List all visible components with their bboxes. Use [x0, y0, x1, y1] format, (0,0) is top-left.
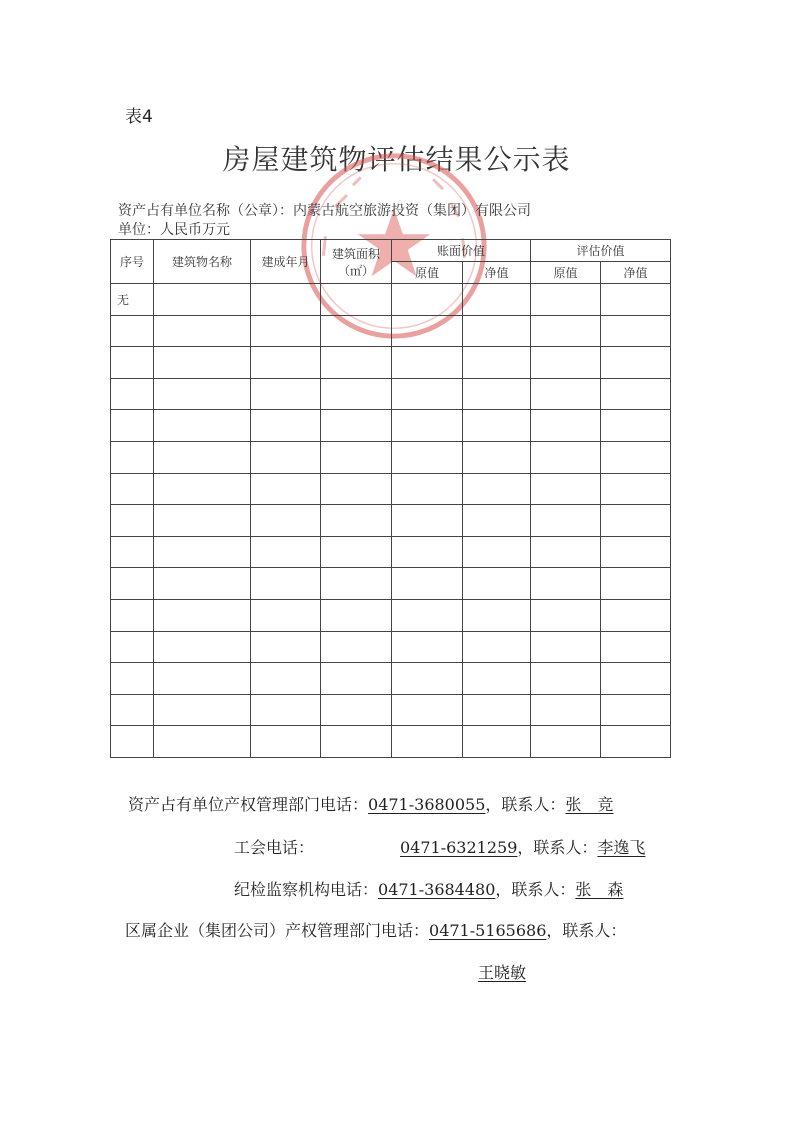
col-book-original: 原值: [392, 262, 463, 284]
owner-label: 资产占有单位名称（公章）：: [118, 203, 293, 219]
col-seq: 序号: [111, 240, 154, 284]
table-cell: [154, 284, 251, 316]
table-cell: [531, 315, 601, 347]
table-cell: [531, 378, 601, 410]
table-cell: [111, 378, 154, 410]
table-cell: [251, 599, 321, 631]
table-cell: [111, 505, 154, 537]
contact-label: 工会电话：: [234, 838, 315, 857]
contact-label: 纪检监察机构电话：: [234, 880, 379, 899]
table-cell: [601, 663, 671, 695]
table-cell: [111, 631, 154, 663]
contact-phone: 0471-3684480: [378, 880, 496, 899]
table-row: [111, 473, 671, 505]
col-assessed-value: 评估价值: [531, 240, 671, 262]
table-cell: [154, 315, 251, 347]
table-cell: 无: [111, 284, 154, 316]
table-cell: [463, 315, 531, 347]
table-cell: [531, 347, 601, 379]
table-cell: [463, 694, 531, 726]
table-cell: [111, 473, 154, 505]
table-cell: [154, 473, 251, 505]
table-cell: [154, 347, 251, 379]
table-cell: [154, 378, 251, 410]
table-cell: [601, 536, 671, 568]
table-row: [111, 631, 671, 663]
table-cell: [392, 505, 463, 537]
table-cell: [154, 694, 251, 726]
table-cell: [111, 347, 154, 379]
table-cell: [251, 378, 321, 410]
table-cell: [321, 284, 392, 316]
table-cell: [251, 663, 321, 695]
table-cell: [154, 631, 251, 663]
table-row: [111, 315, 671, 347]
table-cell: [321, 410, 392, 442]
table-row: [111, 441, 671, 473]
contact-line-union: [234, 835, 645, 858]
contact-phone: 0471-6321259: [400, 838, 518, 857]
table-cell: [531, 631, 601, 663]
table-cell: [392, 473, 463, 505]
table-cell: [251, 726, 321, 758]
table-cell: [392, 347, 463, 379]
table-cell: [321, 663, 392, 695]
table-cell: [111, 410, 154, 442]
table-cell: [601, 631, 671, 663]
table-cell: [154, 663, 251, 695]
table-cell: [392, 315, 463, 347]
col-built-year: 建成年月: [251, 240, 321, 284]
table-cell: [531, 663, 601, 695]
table-row: [111, 536, 671, 568]
table-cell: [154, 536, 251, 568]
table-cell: [111, 315, 154, 347]
owner-name: 内蒙古航空旅游投资（集团）有限公司: [293, 203, 531, 219]
contact-person: 张 森: [575, 880, 624, 899]
col-book-value: 账面价值: [392, 240, 531, 262]
table-cell: [601, 441, 671, 473]
table-row: [111, 599, 671, 631]
table-row: [111, 694, 671, 726]
table-cell: [392, 284, 463, 316]
page-title: 房屋建筑物评估结果公示表: [222, 143, 571, 176]
table-cell: [601, 284, 671, 316]
table-cell: [251, 347, 321, 379]
table-cell: [321, 505, 392, 537]
table-label: 表4: [125, 107, 153, 127]
contact-phone: 0471-5165686: [429, 921, 547, 940]
table-cell: [463, 473, 531, 505]
table-row: [111, 378, 671, 410]
table-cell: [392, 441, 463, 473]
contact-person: 张 竞: [565, 795, 614, 814]
table-cell: [251, 410, 321, 442]
valuation-table: [110, 239, 671, 758]
contact-separator: ，联系人：: [495, 880, 576, 899]
table-cell: [601, 694, 671, 726]
table-cell: [321, 473, 392, 505]
table-cell: [392, 568, 463, 600]
contact-person: 李逸飞: [597, 838, 646, 857]
table-cell: [111, 726, 154, 758]
table-cell: [601, 505, 671, 537]
table-cell: [601, 347, 671, 379]
table-cell: [251, 631, 321, 663]
table-cell: [111, 663, 154, 695]
table-cell: [154, 726, 251, 758]
table-cell: [154, 568, 251, 600]
table-cell: [601, 378, 671, 410]
contact-label: 区属企业（集团公司）产权管理部门电话：: [125, 921, 430, 940]
col-area-label: 建筑面积: [331, 246, 380, 261]
table-cell: [111, 568, 154, 600]
table-cell: [531, 284, 601, 316]
table-cell: [321, 441, 392, 473]
table-cell: [601, 473, 671, 505]
table-cell: [392, 378, 463, 410]
contact-separator: ，联系人：: [485, 795, 566, 814]
table-cell: [321, 536, 392, 568]
table-cell: [463, 536, 531, 568]
table-cell: [531, 568, 601, 600]
table-cell: [463, 347, 531, 379]
table-cell: [392, 726, 463, 758]
contact-line-enterprise: [125, 918, 626, 941]
col-building-name: 建筑物名称: [154, 240, 251, 284]
table-cell: [321, 568, 392, 600]
table-cell: [392, 631, 463, 663]
table-cell: [601, 568, 671, 600]
table-cell: [463, 441, 531, 473]
table-cell: [463, 378, 531, 410]
col-area-unit: （㎡）: [337, 263, 374, 278]
table-cell: [531, 441, 601, 473]
contact-phone: 0471-3680055: [368, 795, 486, 814]
table-row: [111, 726, 671, 758]
table-row: [111, 568, 671, 600]
table-cell: [251, 694, 321, 726]
table-cell: [321, 347, 392, 379]
table-cell: [154, 441, 251, 473]
table-cell: [463, 631, 531, 663]
table-cell: [601, 315, 671, 347]
table-cell: [601, 726, 671, 758]
table-cell: [463, 505, 531, 537]
table-cell: [321, 599, 392, 631]
table-cell: [321, 694, 392, 726]
col-assessed-original: 原值: [531, 262, 601, 284]
table-row: [111, 410, 671, 442]
contact-line-enterprise-person: [478, 960, 526, 983]
table-cell: [111, 694, 154, 726]
col-area: [321, 240, 392, 284]
table-cell: [154, 505, 251, 537]
table-cell: [531, 410, 601, 442]
table-cell: [111, 599, 154, 631]
col-assessed-net: 净值: [601, 262, 671, 284]
table-cell: [601, 410, 671, 442]
table-cell: [463, 284, 531, 316]
table-cell: [463, 568, 531, 600]
table-cell: [251, 284, 321, 316]
owner-line: [118, 200, 531, 220]
table-cell: [392, 694, 463, 726]
table-cell: [463, 599, 531, 631]
unit-label: 单位：人民币万元: [118, 222, 230, 238]
contact-separator: ，联系人：: [546, 921, 627, 940]
table-row: [111, 663, 671, 695]
table-cell: [392, 536, 463, 568]
table-cell: [251, 315, 321, 347]
table-cell: [531, 599, 601, 631]
table-row: [111, 284, 671, 316]
table-cell: [321, 378, 392, 410]
table-row: [111, 347, 671, 379]
table-cell: [531, 505, 601, 537]
table-cell: [321, 726, 392, 758]
table-cell: [531, 694, 601, 726]
table-cell: [601, 599, 671, 631]
table-cell: [531, 536, 601, 568]
contact-label: 资产占有单位产权管理部门电话：: [128, 795, 369, 814]
table-cell: [154, 599, 251, 631]
table-cell: [251, 505, 321, 537]
table-cell: [392, 663, 463, 695]
contact-line-discipline: [234, 877, 623, 900]
table-cell: [463, 726, 531, 758]
table-cell: [111, 441, 154, 473]
table-cell: [392, 599, 463, 631]
table-cell: [531, 726, 601, 758]
contact-separator: ，联系人：: [517, 838, 598, 857]
table-cell: [321, 315, 392, 347]
table-cell: [463, 410, 531, 442]
table-cell: [251, 473, 321, 505]
table-cell: [251, 568, 321, 600]
table-cell: [251, 536, 321, 568]
contact-person: 王晓敏: [478, 963, 527, 982]
table-row: [111, 505, 671, 537]
table-cell: [531, 473, 601, 505]
table-cell: [463, 663, 531, 695]
col-book-net: 净值: [463, 262, 531, 284]
table-cell: [392, 410, 463, 442]
table-cell: [111, 536, 154, 568]
table-cell: [251, 441, 321, 473]
table-cell: [154, 410, 251, 442]
contact-line-property-dept: [128, 792, 613, 815]
table-cell: [321, 631, 392, 663]
